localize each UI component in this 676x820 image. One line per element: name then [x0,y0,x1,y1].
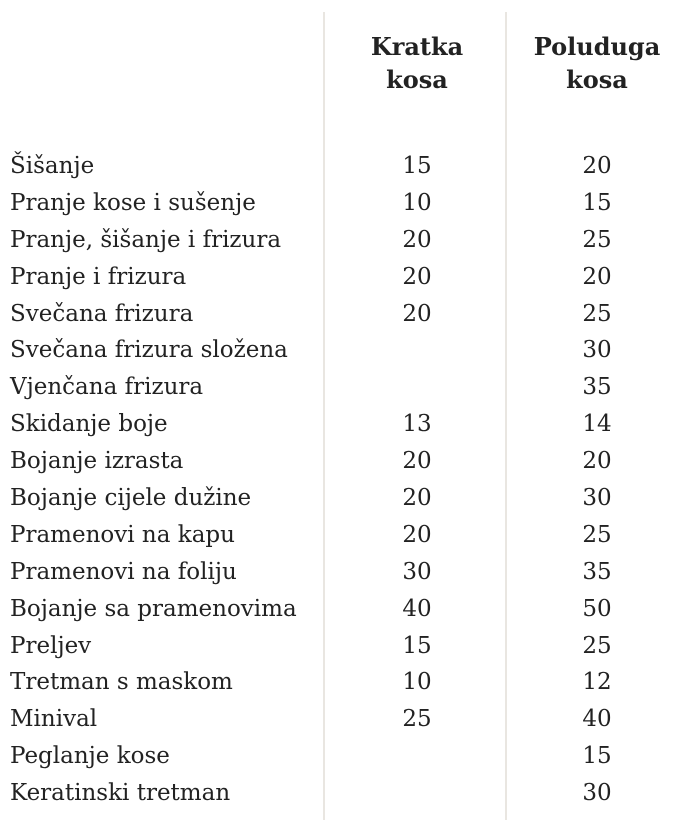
table-row [0,369,676,406]
service-name: Šišanje [10,153,95,179]
table-row [0,591,676,628]
price-poluduga-kosa: 40 [582,706,612,733]
table-row [0,664,676,701]
price-kratka-kosa: 15 [402,153,432,179]
price-poluduga-kosa: 25 [582,632,612,659]
price-poluduga-kosa: 15 [582,189,612,216]
service-name: Vjenčana frizura [10,374,204,401]
price-poluduga-kosa: 30 [582,485,612,512]
price-poluduga-kosa: 14 [582,411,612,438]
table-row [0,332,676,369]
service-name: Svečana frizura [10,300,194,327]
price-poluduga-kosa: 15 [582,743,612,770]
price-poluduga-kosa: 35 [582,374,612,401]
price-poluduga-kosa: 25 [582,300,612,327]
price-poluduga-kosa: 50 [582,595,612,622]
price-poluduga-kosa: 12 [582,669,612,696]
service-name: Bojanje izrasta [10,448,184,475]
price-kratka-kosa: 20 [402,485,432,512]
table-row [0,222,676,259]
service-name: Skidanje boje [10,411,168,438]
price-kratka-kosa: 20 [402,226,432,253]
table-row [0,296,676,333]
price-poluduga-kosa: 25 [582,521,612,548]
service-name: Pranje i frizura [10,263,187,290]
header-poluduga-kosa: Poluduga kosa [533,32,661,94]
service-name: Pramenovi na foliju [10,558,237,585]
price-poluduga-kosa: 30 [582,337,612,364]
price-kratka-kosa: 25 [402,706,432,733]
table-row [0,443,676,480]
price-kratka-kosa: 20 [402,521,432,548]
table-row [0,517,676,554]
price-kratka-kosa: 20 [402,263,432,290]
price-kratka-kosa: 30 [402,558,432,585]
service-name: Bojanje sa pramenovima [10,595,297,622]
service-name: Pranje kose i sušenje [10,189,256,216]
service-name: Pramenovi na kapu [10,521,235,548]
price-poluduga-kosa: 30 [582,780,612,807]
price-kratka-kosa: 20 [402,300,432,327]
table-row [0,185,676,222]
price-kratka-kosa: 13 [402,411,432,438]
service-name: Bojanje cijele dužine [10,485,252,512]
table-row [0,148,676,185]
service-name: Pranje, šišanje i frizura [10,226,282,253]
service-name: Tretman s maskom [10,669,233,696]
table-row [0,738,676,775]
table-row [0,554,676,591]
price-kratka-kosa: 10 [402,669,432,696]
table-row [0,480,676,517]
service-name: Keratinski tretman [10,780,231,807]
service-name: Svečana frizura složena [10,337,288,364]
service-name: Minival [10,706,98,733]
price-poluduga-kosa: 20 [582,263,612,290]
table-row [0,406,676,443]
price-table-body [0,148,676,812]
price-kratka-kosa: 10 [402,189,432,216]
price-kratka-kosa: 20 [402,448,432,475]
service-name: Preljev [10,632,92,659]
price-poluduga-kosa: 20 [582,448,612,475]
price-kratka-kosa: 40 [402,595,432,622]
service-name: Peglanje kose [10,743,170,770]
table-row [0,259,676,296]
table-row [0,628,676,665]
price-poluduga-kosa: 35 [582,558,612,585]
price-poluduga-kosa: 25 [582,226,612,253]
header-kratka-kosa: Kratka kosa [370,32,464,94]
price-poluduga-kosa: 20 [582,153,612,179]
table-row [0,775,676,812]
table-row [0,701,676,738]
price-kratka-kosa: 15 [402,632,432,659]
